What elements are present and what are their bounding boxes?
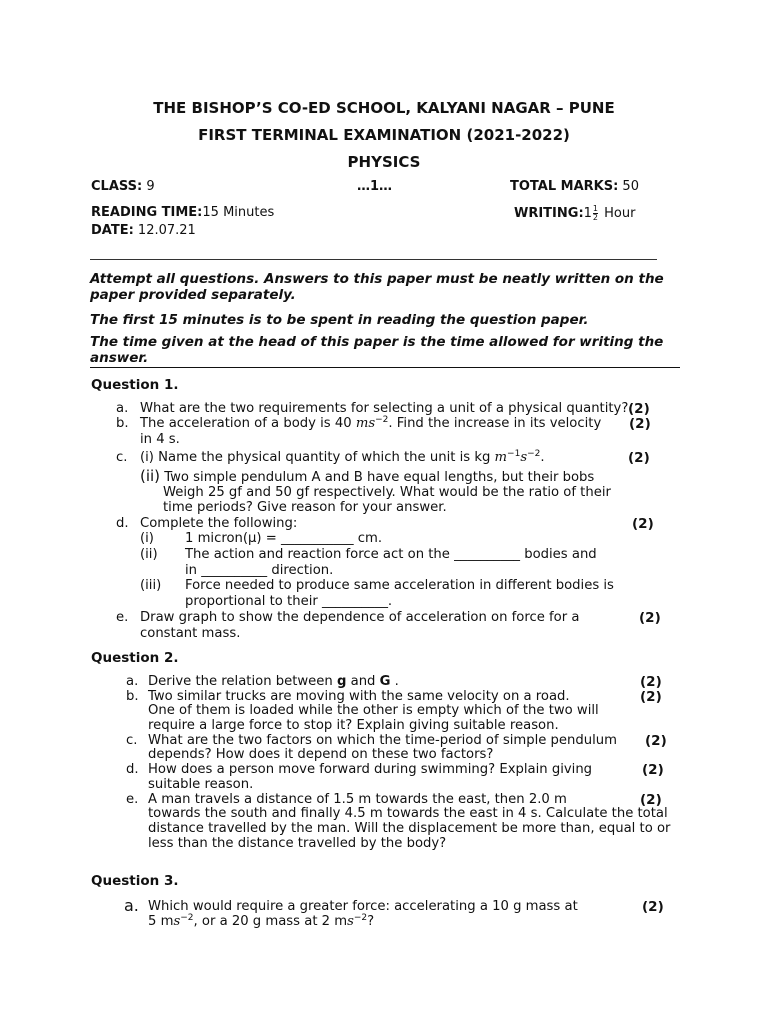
- q2-b-marks: (2): [640, 689, 662, 705]
- q2-e-marks: (2): [640, 792, 662, 808]
- q2-e-text-3: distance travelled by the man. Will the displacement be more than, equal to or: [148, 821, 671, 836]
- q2-d-text-2: suitable reason.: [148, 777, 254, 792]
- q2-d-marks: (2): [642, 762, 664, 778]
- divider: [90, 259, 657, 260]
- q1-a-label: a.: [116, 401, 129, 416]
- q1-a-text: What are the two requirements for selecting a unit of a physical quantity?: [140, 401, 629, 416]
- q2-d-label: d.: [126, 762, 139, 777]
- q2-d-text: How does a person move forward during swimming? Explain giving: [148, 762, 593, 777]
- q2-c-text-2: depends? How does it depend on these two factors?: [148, 747, 494, 762]
- writing-time: WRITING:1 $\frac{1}{2}$ Hour: [514, 204, 636, 222]
- q2-e-label: e.: [126, 792, 139, 807]
- q3-a-text: Which would require a greater force: accelerating a 10 g mass at: [148, 899, 578, 914]
- class-info: CLASS: 9: [91, 179, 155, 194]
- q1-e-marks: (2): [639, 610, 661, 626]
- q1-c-label: c.: [116, 450, 128, 465]
- q1-e-text: Draw graph to show the dependence of acceleration on force for a: [140, 610, 580, 625]
- q1-d-label: d.: [116, 516, 129, 531]
- reading-time: READING TIME:15 Minutes: [91, 205, 275, 220]
- q1-d-iii-text: Force needed to produce same acceleration in different bodies is: [185, 578, 614, 593]
- q2-b-text-2: One of them is loaded while the other is empty which of the two will: [148, 703, 599, 718]
- q1-d-i-text: 1 micron(μ) = ___________ cm.: [185, 531, 383, 546]
- q2-b-text-3: require a large force to stop it? Explain giving suitable reason.: [148, 718, 559, 733]
- instruction-2: The first 15 minutes is to be spent in reading the question paper.: [90, 312, 589, 328]
- q2-b-label: b.: [126, 689, 139, 704]
- q1-e-label: e.: [116, 610, 129, 625]
- q1-d-ii-label: (ii): [140, 547, 158, 562]
- q1-d-ii-text-cont: in __________ direction.: [185, 563, 334, 578]
- total-marks: TOTAL MARKS: 50: [510, 179, 639, 194]
- q1-c-ii-line3: time periods? Give reason for your answer.: [163, 500, 447, 515]
- q2-e-text-2: towards the south and finally 4.5 m towards the east in 4 s. Calculate the total: [148, 806, 668, 821]
- q1-d-i-label: (i): [140, 531, 154, 546]
- school-name: THE BISHOP’S CO-ED SCHOOL, KALYANI NAGAR – PUNE: [153, 99, 615, 117]
- question-2-title: Question 2.: [91, 650, 179, 666]
- q3-a-marks: (2): [642, 899, 664, 915]
- instruction-3: The time given at the head of this paper is the time allowed for writing the answer.: [90, 334, 664, 366]
- q1-b-label: b.: [116, 416, 129, 431]
- q1-d-marks: (2): [632, 516, 654, 532]
- divider: [90, 367, 680, 368]
- q2-c-label: c.: [126, 733, 138, 748]
- q1-c-marks: (2): [628, 450, 650, 466]
- q3-a-label: a.: [124, 896, 139, 915]
- q1-c-ii-line1: (ii) Two simple pendulum A and B have equal lengths, but their bobs: [140, 467, 595, 485]
- subject-title: PHYSICS: [347, 153, 421, 171]
- q1-d-ii-text: The action and reaction force act on the __________ bodies and: [185, 547, 597, 562]
- q1-d-iii-text-cont: proportional to their __________.: [185, 594, 393, 609]
- q3-a-text-2: 5 $ms^{-2}$, or a 20 g mass at 2 $ms^{-2}$?: [148, 913, 375, 929]
- q2-e-text-4: less than the distance travelled by the body?: [148, 836, 447, 851]
- q2-a-text: Derive the relation between g and G .: [148, 674, 399, 689]
- q2-e-text: A man travels a distance of 1.5 m towards the east, then 2.0 m: [148, 792, 567, 807]
- q1-b-text-cont: in 4 s.: [140, 432, 180, 447]
- q1-b-text: The acceleration of a body is 40 $ms^{-2}$. Find the increase in its velocity: [140, 415, 602, 431]
- instruction-1: Attempt all questions. Answers to this paper must be neatly written on the paper provided separately.: [90, 271, 664, 303]
- q2-c-text: What are the two factors on which the time-period of simple pendulum: [148, 733, 617, 748]
- q2-a-marks: (2): [640, 674, 662, 690]
- q1-a-marks: (2): [628, 401, 650, 417]
- q1-e-text-cont: constant mass.: [140, 626, 241, 641]
- exam-title: FIRST TERMINAL EXAMINATION (2021-2022): [198, 126, 570, 144]
- q1-c-text: (i) Name the physical quantity of which the unit is kg $m^{-1}s^{-2}$.: [140, 449, 545, 465]
- q1-b-marks: (2): [629, 416, 651, 432]
- question-1-title: Question 1.: [91, 377, 179, 393]
- q2-a-label: a.: [126, 674, 139, 689]
- exam-date: DATE: 12.07.21: [91, 223, 196, 238]
- q2-b-text: Two similar trucks are moving with the same velocity on a road.: [148, 689, 570, 704]
- q1-d-text: Complete the following:: [140, 516, 298, 531]
- question-3-title: Question 3.: [91, 873, 179, 889]
- q2-c-marks: (2): [645, 733, 667, 749]
- page-marker: …1…: [357, 179, 393, 194]
- q1-d-iii-label: (iii): [140, 578, 162, 593]
- q1-c-ii-line2: Weigh 25 gf and 50 gf respectively. What would be the ratio of their: [163, 485, 611, 500]
